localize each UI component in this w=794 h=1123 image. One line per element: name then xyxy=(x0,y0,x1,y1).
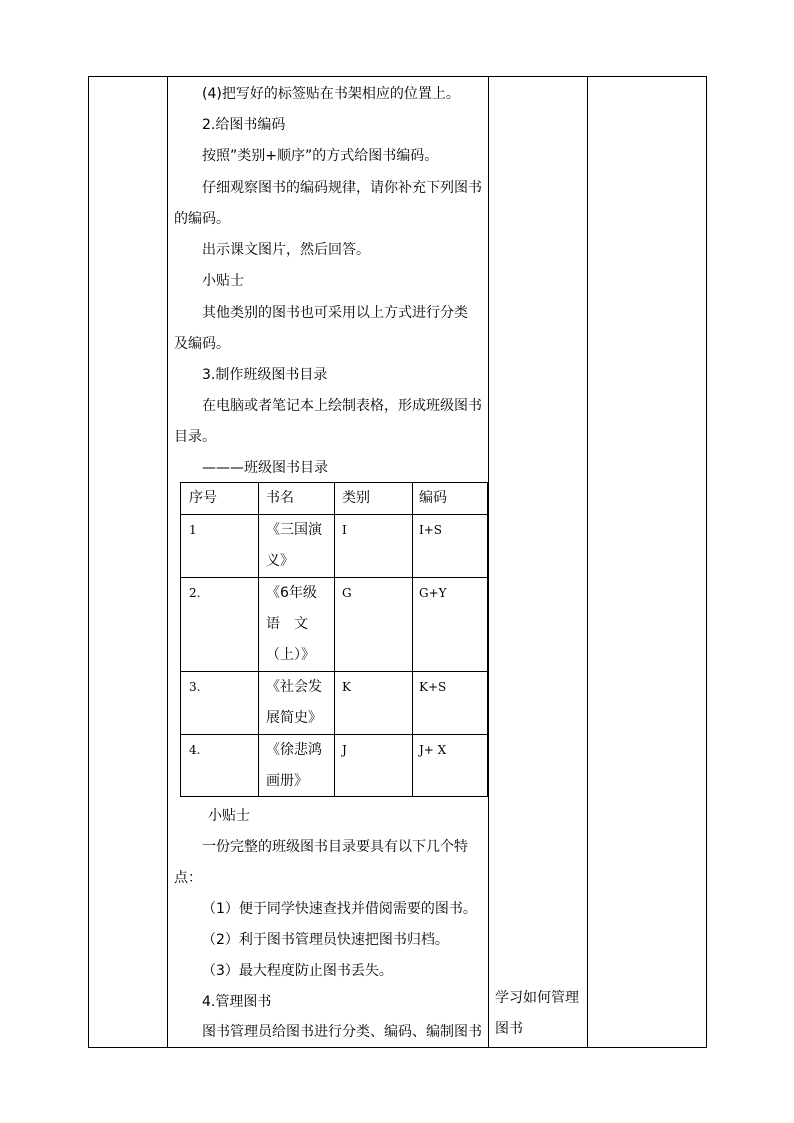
row-1-no: 1 xyxy=(189,523,197,537)
tip-title-2: 小贴士 xyxy=(208,808,250,824)
row-1-code: I+S xyxy=(419,523,443,537)
table-border-left xyxy=(180,482,181,797)
side-note-line2: 图书 xyxy=(495,1021,523,1037)
table-header-code: 编码 xyxy=(419,490,447,506)
table-header-category: 类别 xyxy=(342,490,370,506)
row-1-name-line2: 义》 xyxy=(266,553,294,569)
draw-table-text-line1: 在电脑或者笔记本上绘制表格，形成班级图书 xyxy=(202,398,482,414)
row-2-no: 2. xyxy=(189,586,201,600)
section-2-heading: 2.给图书编码 xyxy=(202,117,286,133)
feature-2: （2）利于图书管理员快速把图书归档。 xyxy=(202,932,449,948)
tip-title-1: 小贴士 xyxy=(202,273,244,289)
observe-text-line2: 的编码。 xyxy=(174,211,230,227)
row-2-name-line2: 语 文 xyxy=(266,616,308,632)
step-4-text: (4)把写好的标签贴在书架相应的位置上。 xyxy=(202,86,460,102)
column-divider-2 xyxy=(488,76,489,1048)
row-1-name-line1: 《三国演 xyxy=(266,522,322,538)
table-header-name: 书名 xyxy=(266,490,294,506)
observe-text-line1: 仔细观察图书的编码规律，请你补充下列图书 xyxy=(202,180,482,196)
tip-text-line1: 其他类别的图书也可采用以上方式进行分类 xyxy=(202,305,468,321)
feature-1: （1）便于同学快速查找并借阅需要的图书。 xyxy=(202,901,477,917)
table-col-divider xyxy=(258,482,259,797)
book-catalog-table xyxy=(180,482,488,797)
row-2-name-line3: （上）》 xyxy=(266,647,315,663)
section-3-heading: 3.制作班级图书目录 xyxy=(202,367,328,383)
row-2-code: G+Y xyxy=(419,586,447,600)
outer-top-border xyxy=(88,76,707,77)
row-3-no: 3. xyxy=(189,680,201,694)
tip-text-line2: 及编码。 xyxy=(174,336,230,352)
row-2-name-line1: 《6年级 xyxy=(266,585,317,601)
column-divider-1 xyxy=(167,76,168,1048)
row-4-no: 4. xyxy=(189,743,201,757)
row-4-category: J xyxy=(342,743,347,757)
row-3-category: K xyxy=(342,680,351,694)
row-4-name-line1: 《徐悲鸿 xyxy=(266,742,322,758)
features-text-line2: 点： xyxy=(174,870,202,886)
row-4-name-line2: 画册》 xyxy=(266,773,308,789)
row-3-name-line2: 展简史》 xyxy=(266,710,322,726)
catalog-title: ———班级图书目录 xyxy=(202,460,328,476)
encoding-method-text: 按照”类别+顺序”的方式给图书编码。 xyxy=(202,148,439,164)
table-col-divider xyxy=(334,482,335,797)
outer-right-border xyxy=(706,76,707,1048)
outer-bottom-border xyxy=(88,1047,707,1048)
features-text-line1: 一份完整的班级图书目录要具有以下几个特 xyxy=(202,839,468,855)
row-3-name-line1: 《社会发 xyxy=(266,679,322,695)
row-4-code: J+ X xyxy=(419,743,447,757)
manage-text: 图书管理员给图书进行分类、编码、编制图书 xyxy=(202,1024,482,1040)
row-2-category: G xyxy=(342,586,352,600)
table-col-divider xyxy=(412,482,413,797)
column-divider-3 xyxy=(587,76,588,1048)
table-header-no: 序号 xyxy=(189,490,217,506)
draw-table-text-line2: 目录。 xyxy=(174,429,216,445)
outer-left-border xyxy=(88,76,89,1048)
show-picture-text: 出示课文图片，然后回答。 xyxy=(202,242,370,258)
feature-3: （3）最大程度防止图书丢失。 xyxy=(202,963,393,979)
section-4-heading: 4.管理图书 xyxy=(202,994,272,1010)
row-3-code: K+S xyxy=(419,680,447,694)
side-note-line1: 学习如何管理 xyxy=(495,990,579,1006)
row-1-category: I xyxy=(342,523,347,537)
table-border-right xyxy=(487,482,488,797)
